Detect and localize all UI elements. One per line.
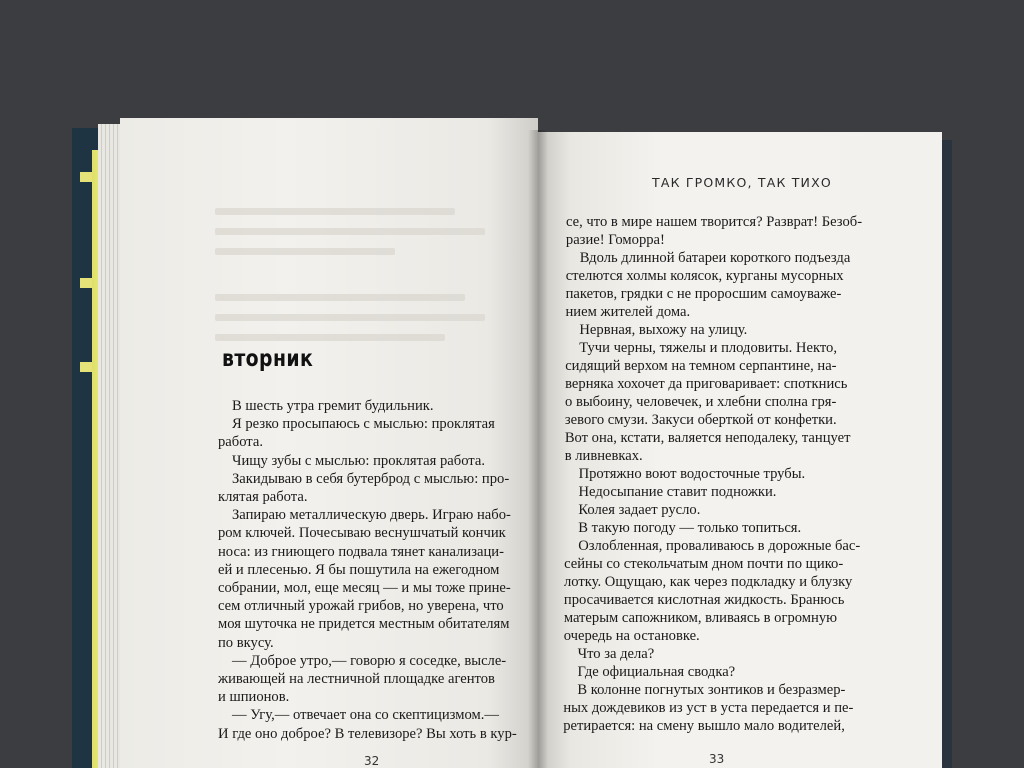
text-line: матерым сапожником, вливаясь в огромную [563,610,838,626]
text-line: о выбоину, человечек, и хлебни сполна гря- [565,394,837,410]
text-line: Вот она, кстати, валяется неподалеку, танцует [564,430,851,446]
text-line: ных дождевиков из уст в уста передается и пе- [563,700,854,716]
text-line: пакетов, грядки с не проросшим самоуваже- [565,286,842,302]
text-line: Озлобленная, проваливаюсь в дорожные бас- [578,538,861,554]
text-line: Запираю металлическую дверь. Играю набо- [232,507,511,524]
text-line: Где официальная сводка? [577,664,736,680]
text-line: сем отличный урожай грибов, но уверена, что [218,598,504,615]
text-line: Я резко просыпаюсь с мыслью: проклятая [232,416,495,433]
chapter-title: вторник [222,346,314,372]
text-line: стелются холмы колясок, курганы мусорных [565,268,844,284]
text-line: в ливневках. [564,448,643,464]
text-line: Протяжно воют водосточные трубы. [578,466,806,482]
page-number-left: 32 [364,754,380,768]
text-line: В колонне погнутых зонтиков и безразмер- [577,682,846,698]
cover-decoration [80,362,92,372]
cover-decoration [80,278,92,288]
text-line: очередь на остановке. [563,628,700,644]
text-line: се, что в мире нашем творится? Разврат! Безоб- [566,214,863,230]
text-line: Что за дела? [577,646,655,662]
text-line: клятая работа. [218,489,308,505]
text-line: Недосыпание ставит подножки. [578,484,777,500]
text-line: живающей на лестничной площадке агентов [218,671,495,687]
text-line: разие! Гоморра! [565,232,665,248]
text-line: В шесть утра гремит будильник. [232,398,434,414]
text-line: ретирается: на смену вышло мало водителей, [563,718,845,734]
text-line: зевого смузи. Закуси оберткой от конфетки. [564,412,837,428]
text-line: просачивается кислотная жидкость. Бранюсь [563,592,845,608]
book-gutter [528,130,548,768]
text-line: Вдоль длинной батареи короткого подъезда [579,250,851,266]
text-line: собрании, мол, еще месяц — и мы тоже прине- [218,580,511,596]
text-line: — Угу,— отвечает она со скептицизмом.— [232,707,499,724]
text-line: работа. [218,434,263,451]
running-head: ТАК ГРОМКО, ТАК ТИХО [652,175,832,190]
text-line: ей и плесенью. Я бы пошутила на ежегодном [218,561,500,578]
page-number-right: 33 [709,752,725,766]
cover-decoration [80,172,92,182]
text-line: и шпионов. [218,689,290,706]
text-line: — Доброе утро,— говорю я соседке, высле- [232,652,507,669]
text-line: сейны со стекольчатым дном почти по щико- [564,556,844,572]
text-line: Нервная, выхожу на улицу. [579,322,748,338]
text-line: Колея задает русло. [578,502,701,518]
text-line: В такую погоду — только топиться. [578,520,802,536]
text-line: И где оно доброе? В телевизоре? Вы хоть в кур- [218,725,517,742]
text-line: сидящий верхом на темном серпантине, на- [565,358,837,374]
text-line: лотку. Ощущаю, как через подкладку и блузку [564,574,853,590]
text-line: верняка хохочет да приговаривает: споткнись [565,376,848,392]
text-line: Закидываю в себя бутерброд с мыслью: про- [232,470,510,487]
text-line: Чищу зубы с мыслью: проклятая работа. [232,452,485,469]
text-line: моя шуточка не придется местным обитателям [218,616,510,633]
text-line: носа: из гниющего подвала тянет канализаци- [218,543,504,560]
text-line: Тучи черны, тяжелы и плодовиты. Некто, [579,340,837,356]
text-line: ром ключей. Почесываю веснушчатый кончик [218,525,506,542]
text-line: нием жителей дома. [565,304,691,320]
text-line: по вкусу. [218,634,274,651]
